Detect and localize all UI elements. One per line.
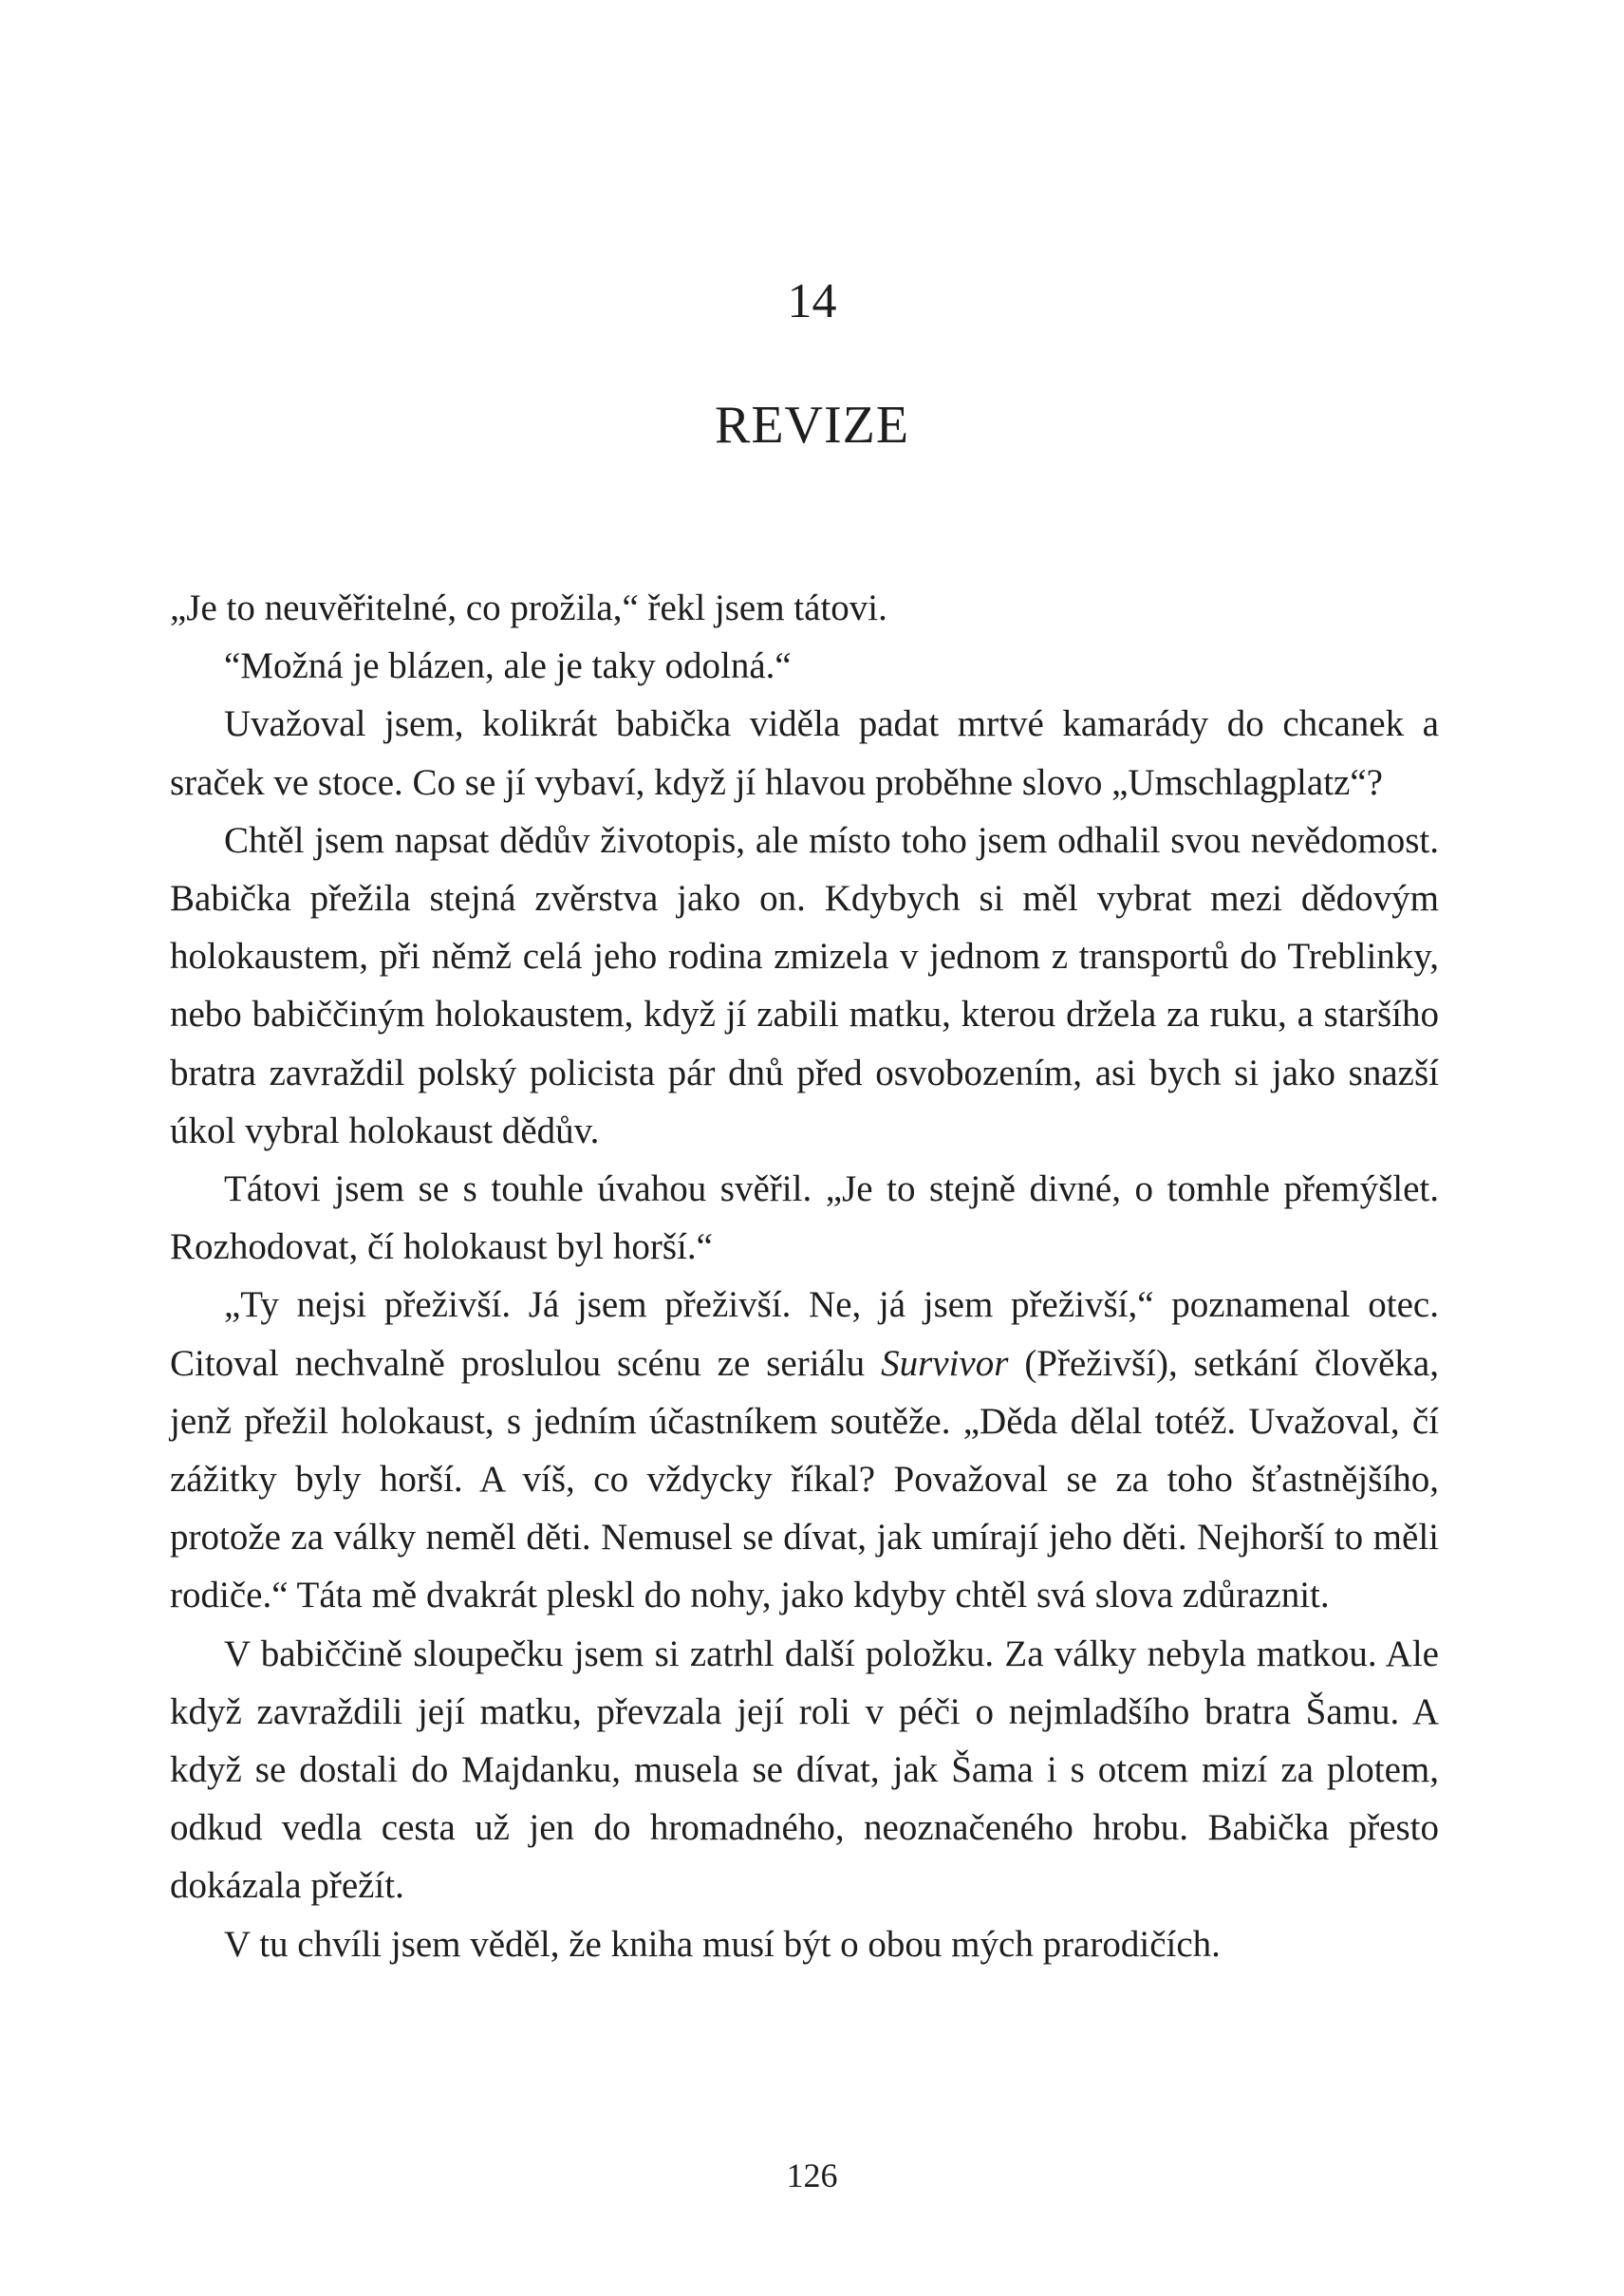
paragraph-1: „Je to neuvěřitelné, co prožila,“ řekl jsem tátovi.: [170, 588, 887, 628]
paragraph-2: “Možná je blázen, ale je taky odolná.“: [224, 645, 792, 687]
paragraph-6-start: „Ty nejsi přeživší. Já jsem přeživší. Ne, já jsem přeživší,“ poznamenal otec. Citoval nechvalně proslulou scénu ze seriálu: [170, 1284, 1439, 1384]
paragraph-6-end: (Přeživší), setkání člověka, jenž přežil holokaust, s jedním účastníkem soutěže. „Děda dělal totéž. Uvažoval, čí zážitky byly horší. A víš, co vždycky říkal? Považoval se za toho šťastnějšího, protože za války neměl děti. Nemusel se dívat, jak umírají jeho děti. Nejhorší to měli rodiče.“ Táta mě dvakrát pleskl do nohy, jako kdyby chtěl svá slova zdůraznit.: [170, 1342, 1439, 1616]
page-number: 126: [786, 2156, 838, 2194]
paragraph-4: Chtěl jsem napsat dědův životopis, ale místo toho jsem odhalil svou nevědomost. Babička přežila stejná zvěrstva jako on. Kdybych si měl vybrat mezi dědovým holokaustem, při němž celá jeho rodina zmizela v jednom z transportů do Treblinky, nebo babiččiným holokaustem, když jí zabili matku, kterou držela za ruku, a staršího bratra zavraždil polský policista pár dnů před osvobozením, asi bych si jako snazší úkol vybral holokaust dědův.: [170, 819, 1439, 1151]
body-text: [170, 579, 1439, 1973]
paragraph-3: Uvažoval jsem, kolikrát babička viděla padat mrtvé kamarády do chcanek a sraček ve stoce. Co se jí vybaví, když jí hlavou proběhne slovo „Umschlagplatz“?: [170, 703, 1439, 803]
show-title-italic: Survivor: [881, 1342, 1009, 1384]
paragraph-8: V tu chvíli jsem věděl, že kniha musí být o obou mých prarodičích.: [224, 1923, 1221, 1965]
paragraph-7: V babiččině sloupečku jsem si zatrhl další položku. Za války nebyla matkou. Ale když zavraždili její matku, převzala její roli v péči o nejmladšího bratra Šamu. A když se dostali do Majdanku, musela se dívat, jak Šama i s otcem mizí za plotem, odkud vedla cesta už jen do hromadného, neoznačeného hrobu. Babička přesto dokázala přežít.: [170, 1633, 1439, 1907]
paragraph-6: [170, 1276, 1439, 1624]
paragraph-5: Tátovi jsem se s touhle úvahou svěřil. „Je to stejně divné, o tomhle přemýšlet. Rozhodovat, čí holokaust byl horší.“: [170, 1168, 1439, 1268]
chapter-number: 14: [787, 274, 837, 328]
chapter-title: REVIZE: [714, 396, 910, 455]
